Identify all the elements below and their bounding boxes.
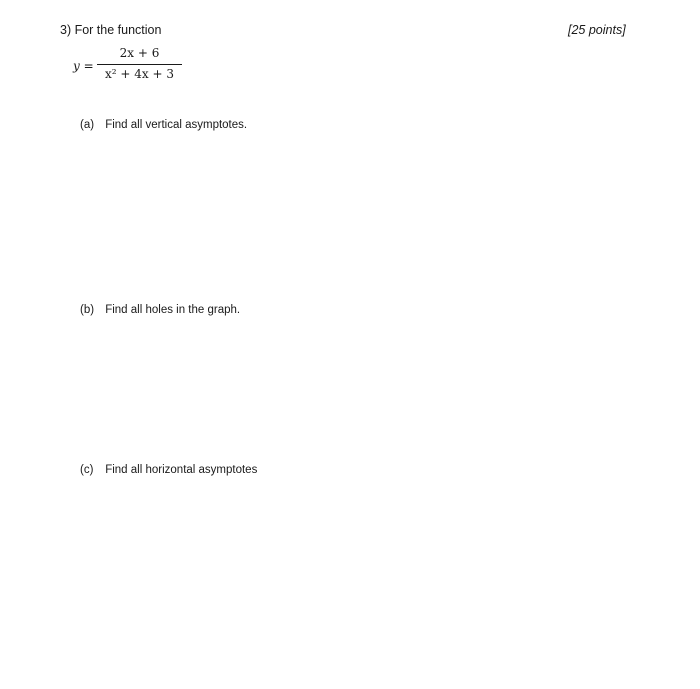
- formula-lhs: y =: [73, 59, 94, 73]
- part-c-label: (c): [80, 464, 94, 476]
- formula-numerator: 2x + 6: [119, 46, 160, 60]
- part-b-label: (b): [80, 304, 95, 316]
- part-b-text: Find all holes in the graph.: [105, 304, 241, 316]
- points-label: [25 points]: [568, 23, 626, 37]
- fraction-bar: [97, 64, 182, 65]
- formula-denominator: x² + 4x + 3: [105, 67, 174, 81]
- part-a-label: (a): [80, 119, 95, 131]
- function-formula: [73, 46, 213, 86]
- question-title: 3) For the function: [60, 23, 162, 37]
- part-c-text: Find all horizontal asymptotes: [105, 464, 258, 476]
- part-a-text: Find all vertical asymptotes.: [105, 119, 248, 131]
- part-b: [80, 304, 240, 316]
- formula-fraction: [97, 46, 182, 82]
- part-c: [80, 464, 257, 476]
- part-a: [80, 119, 247, 131]
